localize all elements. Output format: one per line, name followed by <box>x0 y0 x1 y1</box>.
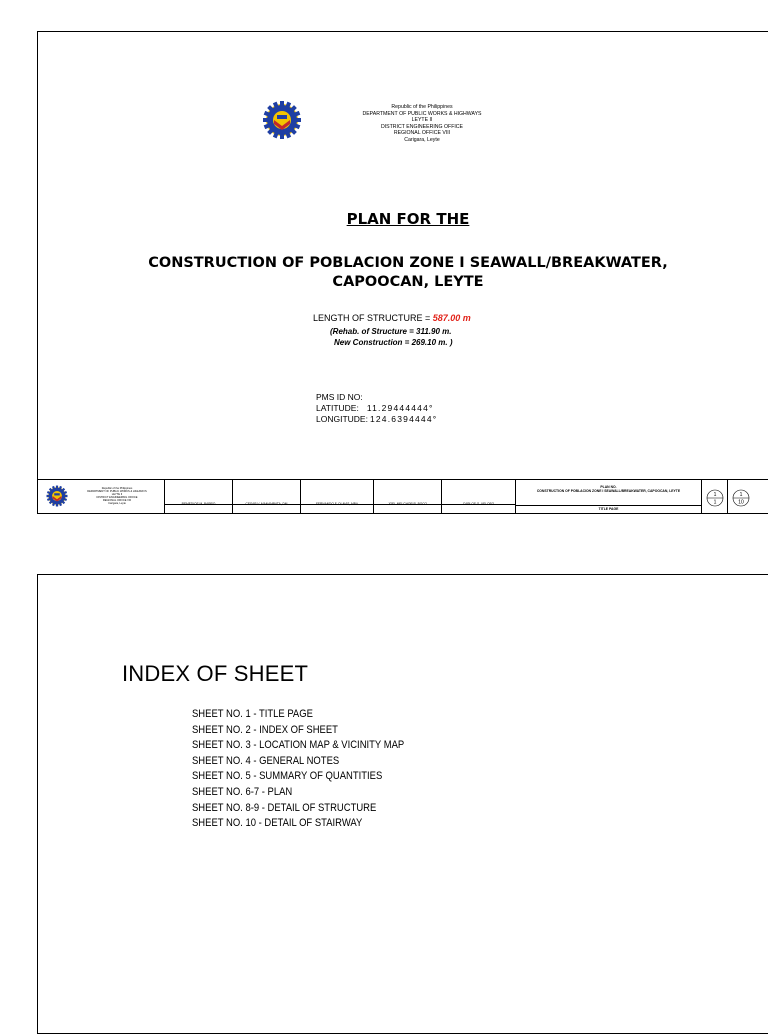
project-title-line: CAPOOCAN, LEYTE <box>332 274 484 290</box>
tb-office-cell <box>38 480 165 513</box>
agency-header <box>322 104 522 144</box>
new-construction-length: New Construction = 269.10 m. ) <box>334 338 453 347</box>
tb-signatory-cell <box>165 480 233 513</box>
tb-total-cell <box>728 480 768 513</box>
agency-line: DISTRICT ENGINEERING OFFICE <box>380 123 464 130</box>
index-item: SHEET NO. 8-9 - DETAIL OF STRUCTURE <box>192 801 377 814</box>
index-item: SHEET NO. 10 - DETAIL OF STAIRWAY <box>192 817 363 830</box>
tb-doc-title: TITLE PAGE <box>598 507 619 511</box>
longitude-value: 124.6394444° <box>369 414 438 424</box>
tb-signatory-cell <box>233 480 301 513</box>
tb-office-line: DEPARTMENT OF PUBLIC WORKS & HIGHWAYS <box>87 490 147 493</box>
index-sheet <box>37 574 768 1034</box>
tb-signatory-cell <box>442 480 516 513</box>
index-item: SHEET NO. 1 - TITLE PAGE <box>192 708 313 720</box>
index-item: SHEET NO. 5 - SUMMARY OF QUANTITIES <box>192 770 383 783</box>
tb-project-title: CONSTRUCTION OF POBLACION ZONE I SEAWALL/BREAKWATER, CAPOOCAN, LEYTE <box>536 489 681 494</box>
signatory-name: CARLOS G. VELOSO <box>462 502 495 506</box>
tb-project-cell <box>516 480 702 513</box>
length-value: 587.00 m <box>432 313 471 323</box>
agency-line: Carigara, Leyte <box>404 136 440 143</box>
tb-signatory-cell <box>301 480 374 513</box>
index-list <box>192 707 404 832</box>
agency-line: DEPARTMENT OF PUBLIC WORKS & HIGHWAYS <box>362 110 482 117</box>
pms-coordinates <box>316 392 437 425</box>
project-title <box>68 254 748 292</box>
total-sheets-icon <box>728 480 754 514</box>
tb-office-line: Republic of the Philippines <box>101 487 133 490</box>
title-page-sheet <box>37 31 768 514</box>
agency-line: Republic of the Philippines <box>391 104 453 110</box>
sheet-current: 1 <box>739 492 743 498</box>
sheet-total: 10 <box>738 499 744 506</box>
tb-plan-label: PLAN NO. <box>600 485 617 489</box>
latitude-label: LATITUDE: <box>316 403 359 413</box>
index-item: SHEET NO. 3 - LOCATION MAP & VICINITY MAP <box>192 739 405 752</box>
rehab-length: (Rehab. of Structure = 311.90 m. <box>330 327 452 336</box>
dpwh-seal-icon <box>262 100 302 140</box>
signatory-name: JOEL MELCHOR R. BOCO <box>387 502 428 506</box>
tb-office-line: REGIONAL OFFICE VIII <box>102 499 132 502</box>
sheet-number-bottom: 1 <box>713 499 717 506</box>
index-item: SHEET NO. 4 - GENERAL NOTES <box>192 754 340 767</box>
sheet-number: 1 <box>713 492 717 498</box>
latitude-value: 11.29444444° <box>366 403 434 413</box>
project-title-line: CONSTRUCTION OF POBLACION ZONE I SEAWALL/BREAKWATER, <box>148 255 668 271</box>
plan-for-heading: PLAN FOR THE <box>346 210 470 228</box>
longitude-label: LONGITUDE: <box>316 414 368 424</box>
tb-office-line: Carigara, Leyte <box>108 502 126 505</box>
pms-id-label: PMS ID NO: <box>316 392 363 402</box>
structure-breakdown <box>330 326 452 348</box>
title-block <box>38 479 768 513</box>
index-item: SHEET NO. 6-7 - PLAN <box>192 785 293 798</box>
length-label: LENGTH OF STRUCTURE = <box>313 313 433 323</box>
tb-signatory-cell <box>374 480 442 513</box>
agency-line: REGIONAL OFFICE VIII <box>393 130 451 137</box>
agency-line: LEYTE II <box>411 117 433 124</box>
signatory-name: CESAR V. MANAMBATA, DM <box>245 502 288 506</box>
dpwh-seal-icon <box>46 485 68 507</box>
tb-office-line: LEYTE II <box>111 493 123 496</box>
tb-office-line: DISTRICT ENGINEERING OFFICE <box>96 496 138 499</box>
index-item: SHEET NO. 2 - INDEX OF SHEET <box>192 723 338 736</box>
signatory-name: FERNANDO F. OLAVIS, MBA <box>315 502 359 506</box>
sheet-number-icon <box>702 480 728 514</box>
tb-sheet-cell <box>702 480 728 513</box>
length-of-structure <box>313 313 471 324</box>
signatory-name: REMEDIOS M. BARRO <box>181 502 216 506</box>
index-title: INDEX OF SHEET <box>122 661 309 686</box>
